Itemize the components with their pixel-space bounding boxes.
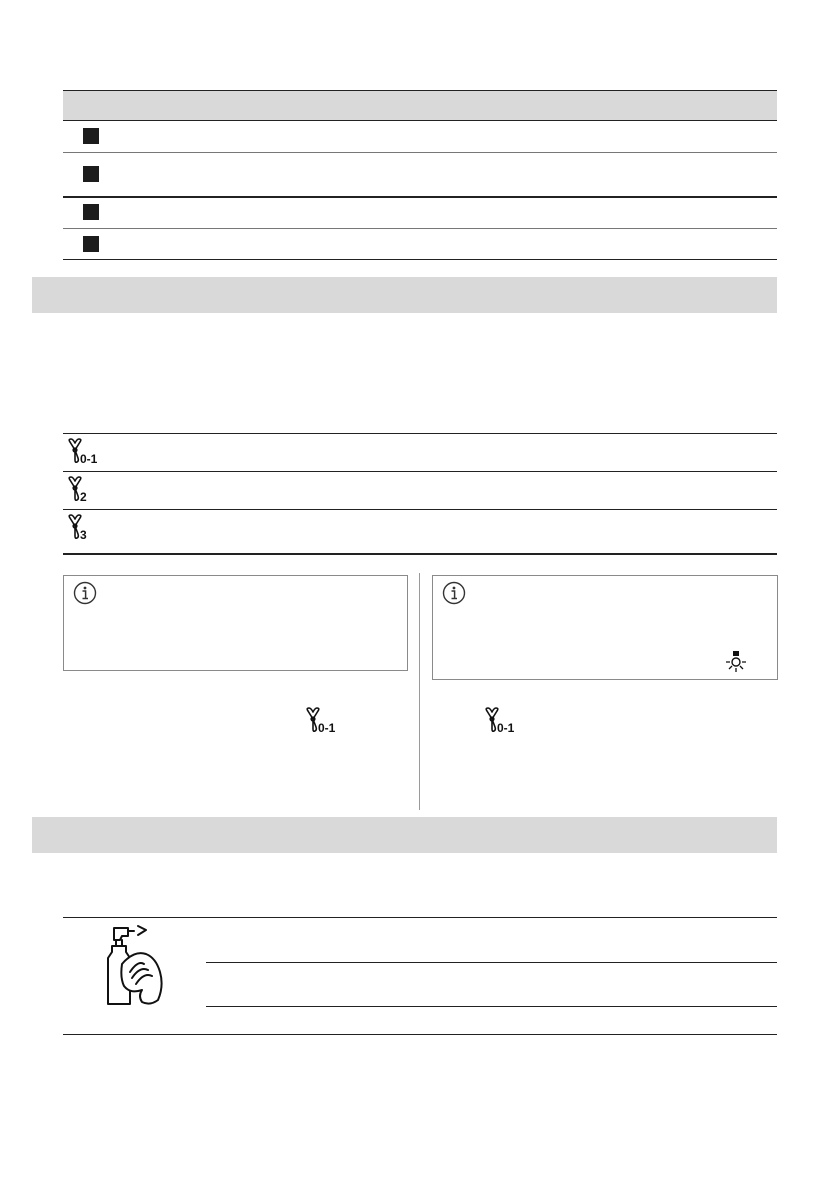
fan-table-rule [63, 433, 777, 434]
fan-speed-label: 2 [80, 490, 87, 504]
fan-table-rule [63, 509, 777, 510]
top-table-rule [63, 90, 777, 91]
info-note-left [63, 575, 408, 671]
fan-table-rule [63, 471, 777, 472]
info-icon [72, 580, 98, 611]
fan-icon [66, 438, 126, 466]
cleaning-table-rule [63, 917, 777, 918]
row-marker [83, 128, 99, 144]
cleaning-table-rule [63, 1034, 777, 1035]
fan-icon [483, 707, 543, 735]
top-table-rule [63, 259, 777, 260]
top-table-rule [63, 152, 777, 153]
top-table-rule [63, 120, 777, 121]
fan-speed-label: 0-1 [318, 721, 336, 735]
cleaning-table-rule [206, 1006, 777, 1007]
top-table-header [63, 90, 777, 120]
fan-speed-label: 0-1 [497, 721, 515, 735]
section-heading-band [32, 277, 777, 313]
fan-table-rule [63, 553, 777, 555]
spray-cleaning-icon [100, 924, 170, 1013]
column-divider [419, 573, 420, 810]
section-heading-band [32, 817, 777, 853]
lamp-icon [723, 649, 749, 680]
info-note-right [432, 575, 778, 680]
row-marker [83, 236, 99, 252]
top-table-rule [63, 196, 777, 198]
row-marker [83, 166, 99, 182]
fan-icon [66, 476, 126, 504]
fan-speed-label: 0-1 [80, 452, 98, 466]
info-icon [441, 580, 467, 611]
cleaning-table-rule [206, 962, 777, 963]
fan-icon [304, 707, 364, 735]
top-table-rule [63, 228, 777, 229]
fan-icon [66, 514, 126, 542]
fan-speed-label: 3 [80, 528, 87, 542]
row-marker [83, 204, 99, 220]
